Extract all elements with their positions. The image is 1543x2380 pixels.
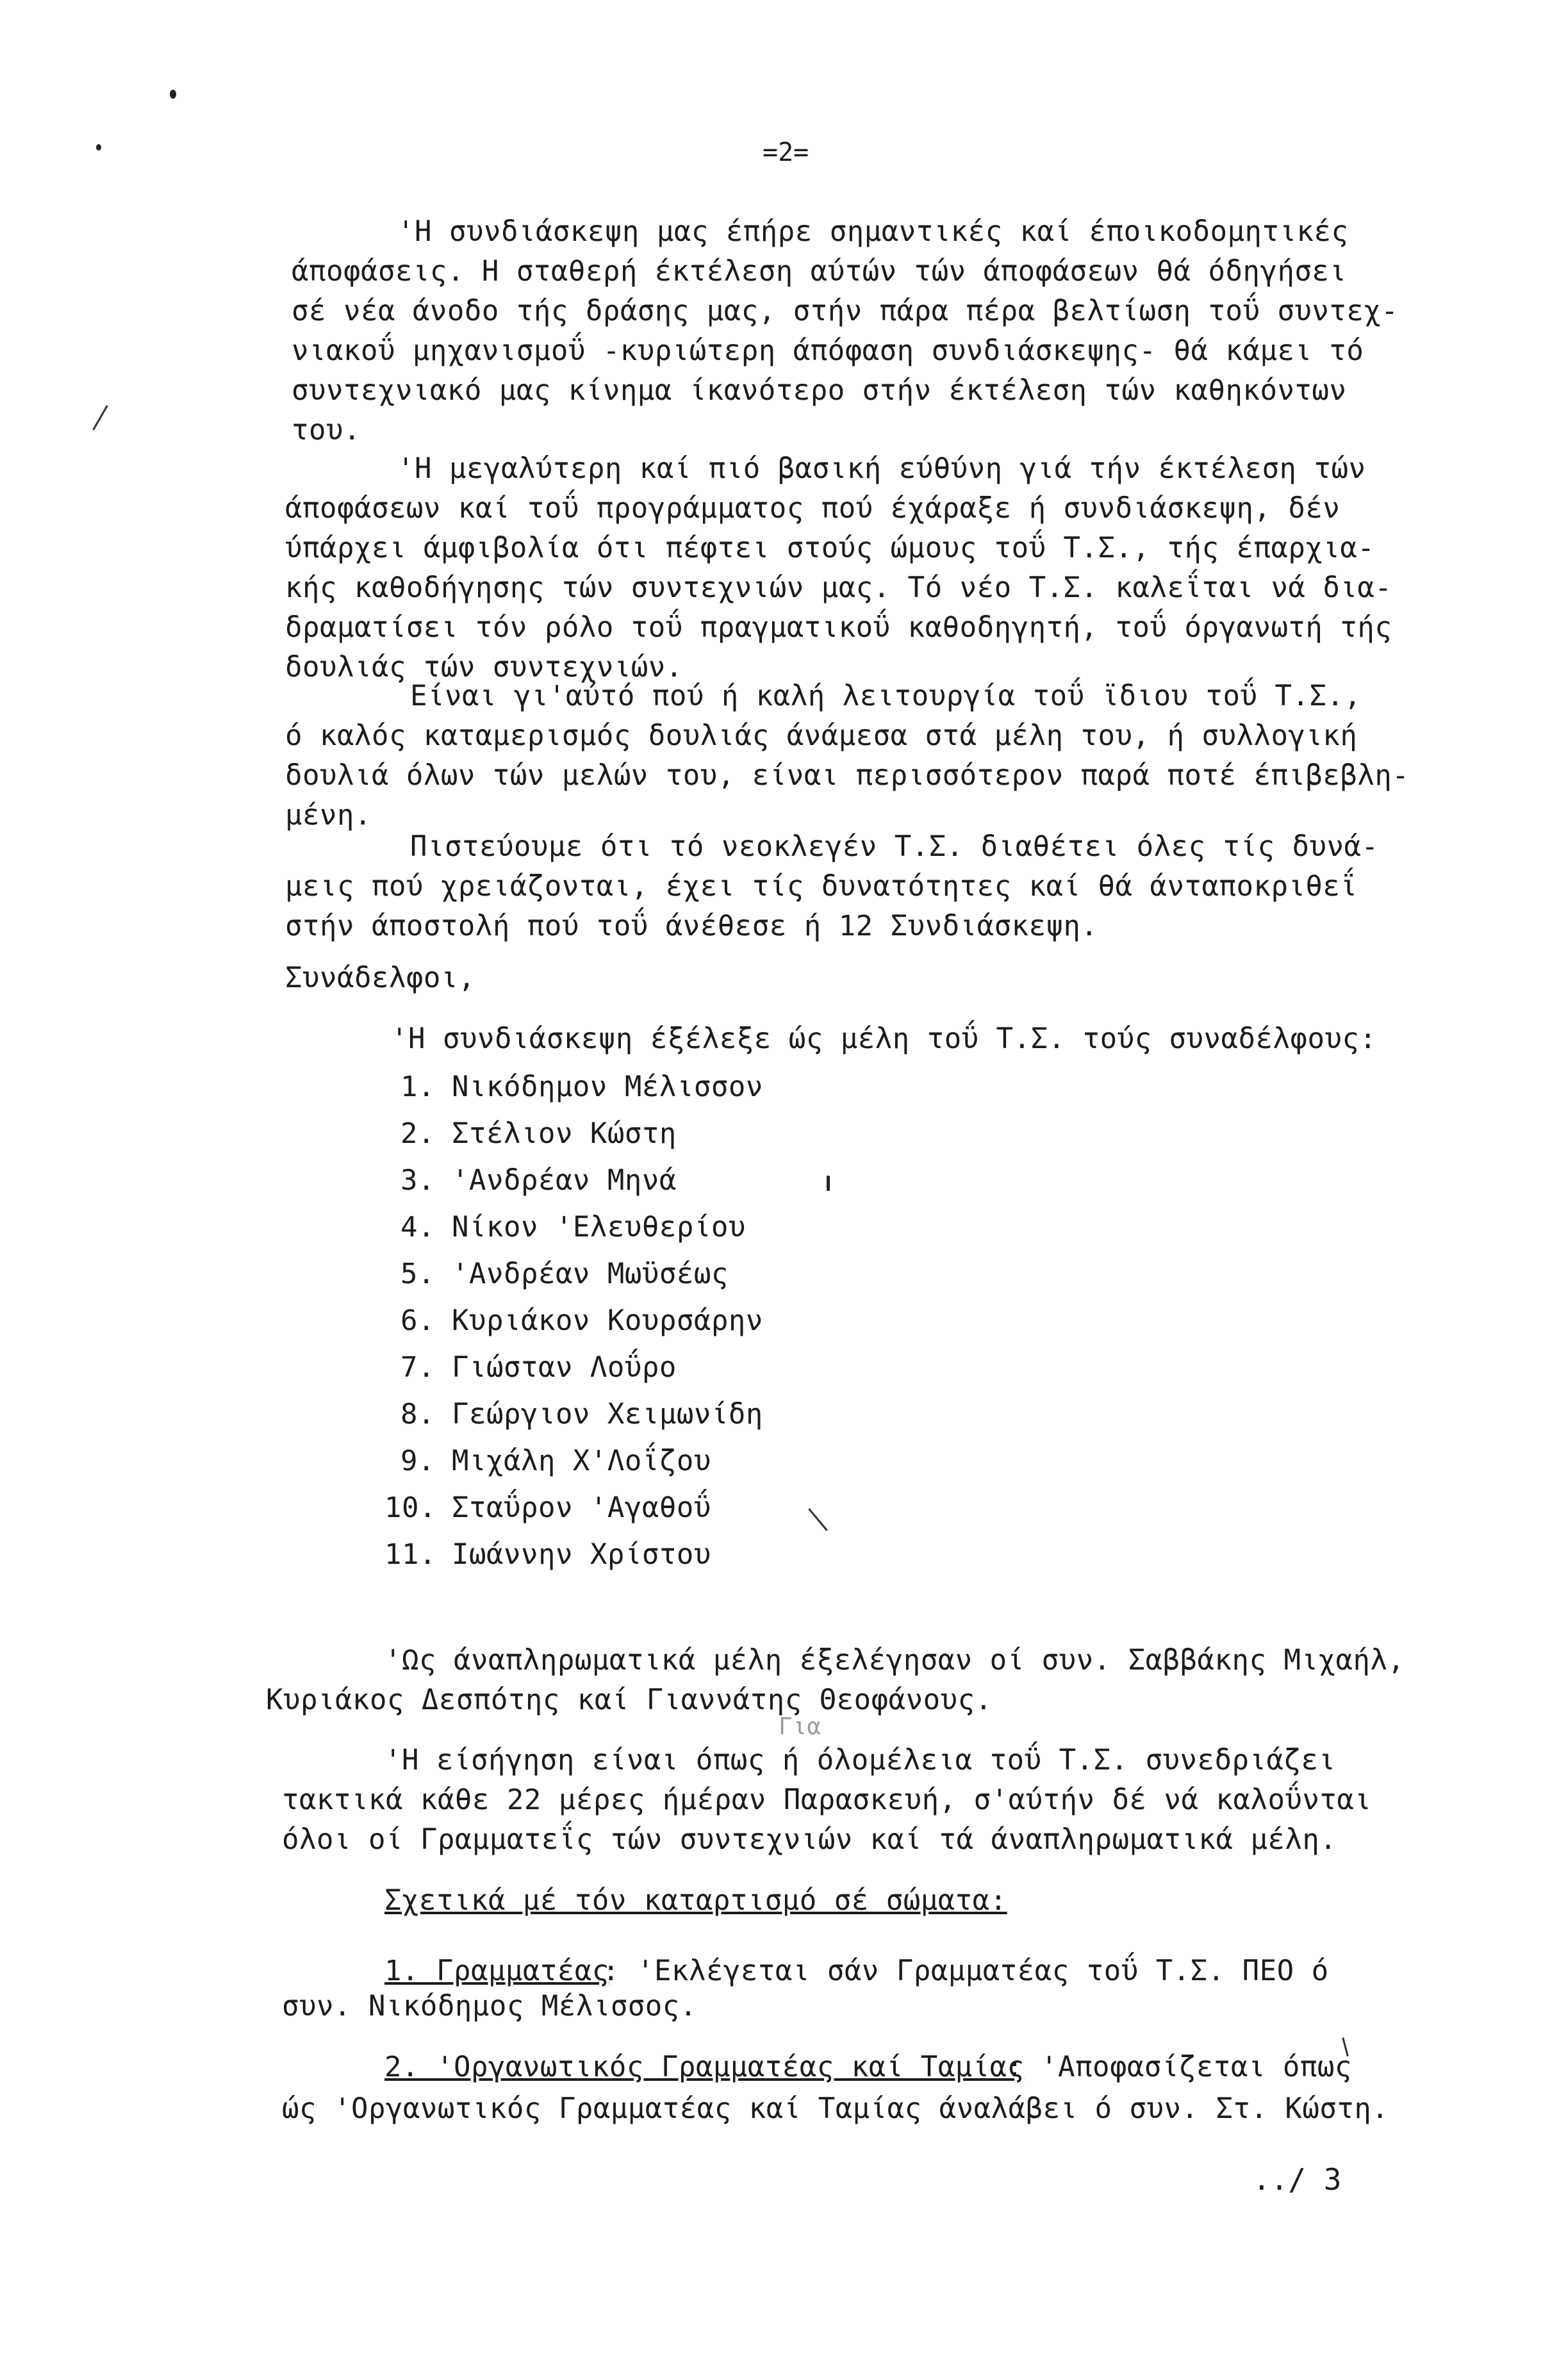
p2-line-1: 'Η μεγαλύτερη καί πιό βασική εύθύνη γιά τήν έκτέλεση τών — [397, 452, 1366, 485]
member-num-2: 2. — [400, 1117, 435, 1150]
member-name-10: Σταΰρον 'Αγαθοΰ — [452, 1491, 711, 1524]
salutation: Συνάδελφοι, — [285, 962, 475, 994]
member-name-8: Γεώργιον Χειμωνίδη — [452, 1398, 763, 1431]
member-num-3: 3. — [400, 1164, 435, 1197]
item2-label: 2. 'Οργανωτικός Γραμματέας καί Ταμίας — [384, 2051, 1025, 2083]
member-name-3: 'Ανδρέαν Μηνά — [452, 1164, 677, 1197]
p1-line-5: συντεχνιακό μας κίνημα ίκανότερο στήν έκτέλεση τών καθηκόντων — [292, 374, 1347, 407]
member-name-5: 'Ανδρέαν Μωϋσέως — [452, 1258, 729, 1290]
p5-line-1: 'Η συνδιάσκεψη έξέλεξε ώς μέλη τοΰ Τ.Σ. τούς συναδέλφους: — [391, 1022, 1377, 1055]
p1-line-6: του. — [292, 414, 361, 447]
member-num-6: 6. — [400, 1304, 435, 1337]
section-heading: Σχετικά μέ τόν καταρτισμό σέ σώματα: — [384, 1884, 1007, 1917]
p1-line-2: άποφάσεις. Η σταθερή έκτέλεση αύτών τών άποφάσεων θά όδηγήσει — [292, 255, 1347, 288]
item2-line-1: : 'Αποφασίζεται όπως — [1006, 2051, 1352, 2083]
p7-line-1: 'Η είσήγηση είναι όπως ή όλομέλεια τοΰ Τ.Σ. συνεδριάζει — [384, 1744, 1336, 1777]
p2-line-5: δραματίσει τόν ρόλο τοΰ πραγματικοΰ καθοδηγητή, τοΰ όργανωτή τής — [285, 611, 1392, 644]
scan-slash-2 — [808, 1508, 828, 1531]
p6-line-1: 'Ως άναπληρωματικά μέλη έξελέγησαν οί συν. Σαββάκης Μιχαήλ, — [384, 1644, 1405, 1677]
p4-line-3: στήν άποστολή πού τοΰ άνέθεσε ή 12 Συνδιάσκεψη. — [285, 910, 1098, 942]
p4-line-1: Πιστεύουμε ότι τό νεοκλεγέν Τ.Σ. διαθέτει όλες τίς δυνά- — [410, 830, 1379, 863]
p1-line-1: 'Η συνδιάσκεψη μας έπήρε σημαντικές καί έποικοδομητικές — [397, 215, 1349, 248]
p1-line-3: σέ νέα άνοδο τής δράσης μας, στήν πάρα πέρα βελτίωση τοΰ συντεχ- — [292, 295, 1399, 327]
p3-line-2: ό καλός καταμερισμός δουλιάς άνάμεσα στά μέλη του, ή συλλογική — [285, 719, 1358, 752]
member-name-1: Νικόδημον Μέλισσον — [452, 1071, 763, 1103]
member-num-7: 7. — [400, 1351, 435, 1384]
page-continuation-mark: ../ 3 — [1253, 2162, 1342, 2197]
scan-tick-mark — [827, 1176, 830, 1191]
p6-faint-text: Για — [779, 1714, 821, 1740]
member-num-9: 9. — [400, 1445, 435, 1477]
item2-line-2: ώς 'Οργανωτικός Γραμματέας καί Ταμίας άναλάβει ό συν. Στ. Κώστη. — [282, 2092, 1389, 2125]
member-name-2: Στέλιον Κώστη — [452, 1117, 677, 1150]
member-num-5: 5. — [400, 1258, 435, 1290]
member-num-1: 1. — [400, 1071, 435, 1103]
member-name-4: Νίκον 'Ελευθερίου — [452, 1211, 746, 1243]
p1-line-4: νιακοΰ μηχανισμοΰ -κυριώτερη άπόφαση συνδιάσκεψης- θά κάμει τό — [292, 334, 1364, 367]
p2-line-2: άποφάσεων καί τοΰ προγράμματος πού έχάραξε ή συνδιάσκεψη, δέν — [285, 492, 1341, 525]
member-num-8: 8. — [400, 1398, 435, 1431]
p2-line-3: ύπάρχει άμφιβολία ότι πέφτει στούς ώμους τοΰ Τ.Σ., τής έπαρχια- — [285, 532, 1375, 564]
p3-line-4: μένη. — [285, 799, 372, 832]
member-name-7: Γιώσταν Λοΰρο — [452, 1351, 677, 1384]
p6-line-2: Κυριάκος Δεσπότης καί Γιαννάτης Θεοφάνους. — [266, 1684, 993, 1716]
item1-line-2: συν. Νικόδημος Μέλισσος. — [282, 1990, 697, 2023]
member-name-6: Κυριάκον Κουρσάρην — [452, 1304, 763, 1337]
p4-line-2: μεις πού χρειάζονται, έχει τίς δυνατότητες καί θά άνταποκριθεΐ — [285, 870, 1358, 903]
page-number: =2= — [763, 138, 809, 167]
member-name-9: Μιχάλη Χ'Λοΐζου — [452, 1445, 711, 1477]
p7-line-2: τακτικά κάθε 22 μέρες ήμέραν Παρασκευή, σ'αύτήν δέ νά καλοΰνται — [282, 1784, 1372, 1816]
member-num-11: 11. — [384, 1538, 436, 1571]
member-name-11: Ιωάννην Χρίστου — [452, 1538, 711, 1571]
scan-dot-2 — [96, 144, 101, 151]
p7-line-3: όλοι οί Γραμματεΐς τών συντεχνιών καί τά άναπληρωματικά μέλη. — [282, 1823, 1337, 1856]
p2-line-6: δουλιάς τών συντεχνιών. — [285, 651, 683, 684]
member-num-4: 4. — [400, 1211, 435, 1243]
p3-line-3: δουλιά όλων τών μελών του, είναι περισσότερον παρά ποτέ έπιβεβλη- — [285, 759, 1410, 792]
scan-slash-1 — [92, 405, 108, 431]
p3-line-1: Είναι γι'αύτό πού ή καλή λειτουργία τοΰ ϊδιου τοΰ Τ.Σ., — [410, 680, 1362, 712]
item1-line-1: : 'Εκλέγεται σάν Γραμματέας τοΰ Τ.Σ. ΠΕΟ ό — [602, 1955, 1329, 1987]
member-num-10: 10. — [384, 1491, 436, 1524]
item1-label: 1. Γραμματέας — [384, 1955, 609, 1987]
p2-line-4: κής καθοδήγησης τών συντεχνιών μας. Τό νέο Τ.Σ. καλεΐται νά δια- — [285, 571, 1392, 604]
scan-dot-1 — [170, 90, 176, 99]
